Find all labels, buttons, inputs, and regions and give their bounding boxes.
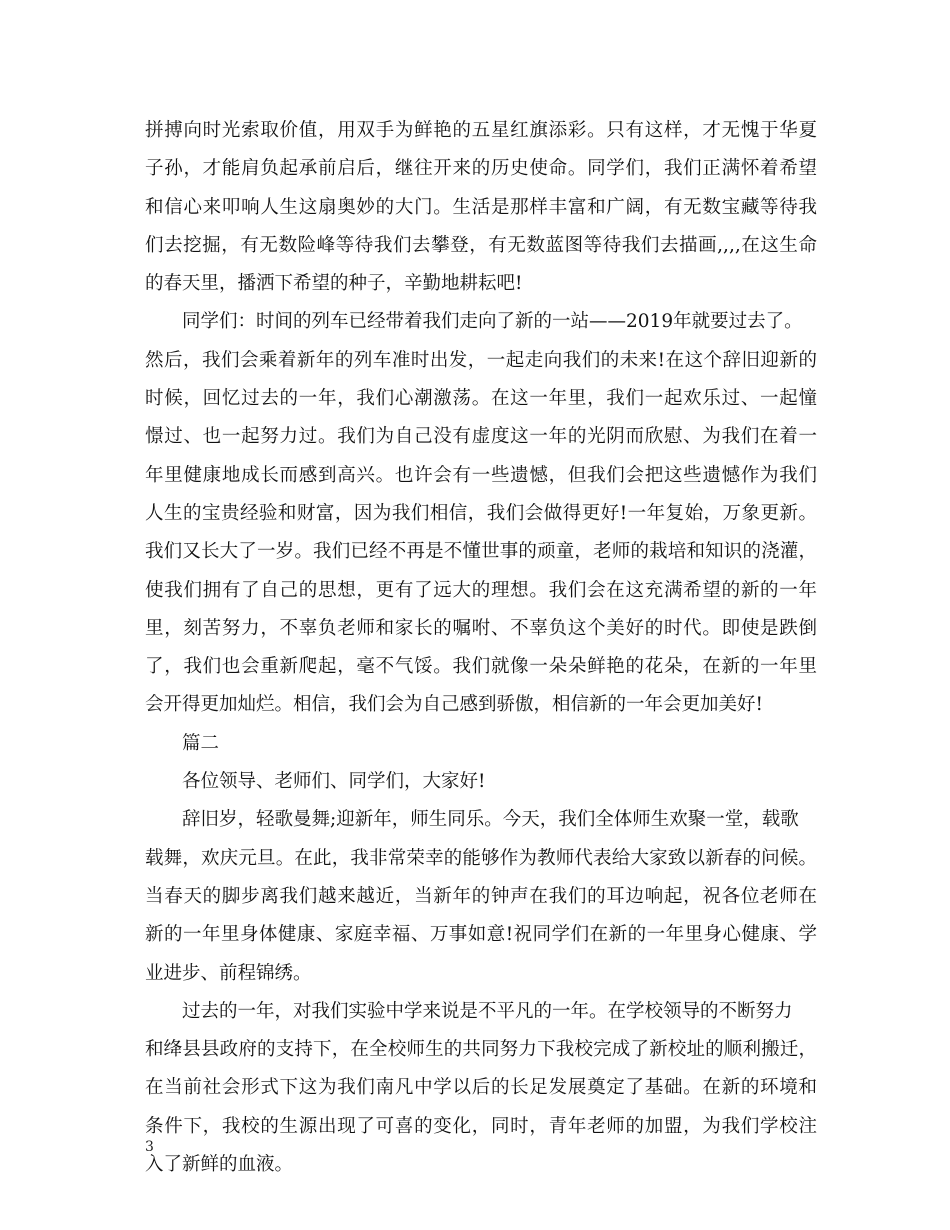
- text-line: 人生的宝贵经验和财富，因为我们相信，我们会做得更好!一年复始，万象更新。: [145, 502, 817, 524]
- text-line: 憬过、也一起努力过。我们为自己没有虚度这一年的光阴而欣慰、为我们在着一: [145, 426, 817, 448]
- text-line: 新的一年里身体健康、家庭幸福、万事如意!祝同学们在新的一年里身心健康、学: [145, 924, 817, 946]
- text-line: 使我们拥有了自己的思想，更有了远大的理想。我们会在这充满希望的新的一年: [145, 579, 817, 601]
- paragraph-start-line: 过去的一年，对我们实验中学来说是不平凡的一年。在学校领导的不断努力: [182, 1000, 793, 1022]
- paragraph-start-line: 同学们：时间的列车已经带着我们走向了新的一站——2019年就要过去了。: [182, 311, 803, 333]
- text-line: 了，我们也会重新爬起，毫不气馁。我们就像一朵朵鲜艳的花朵，在新的一年里: [145, 656, 817, 678]
- text-line: 和信心来叩响人生这扇奥妙的大门。生活是那样丰富和广阔，有无数宝藏等待我: [145, 196, 817, 218]
- text-line: 业进步、前程锦绣。: [145, 962, 312, 984]
- text-line: 子孙，才能肩负起承前启后，继往开来的历史使命。同学们，我们正满怀着希望: [145, 158, 817, 180]
- text-line: 入了新鲜的血液。: [145, 1154, 294, 1176]
- text-line: 会开得更加灿烂。相信，我们会为自己感到骄傲，相信新的一年会更加美好!: [145, 694, 763, 716]
- text-line: 时候，回忆过去的一年，我们心潮激荡。在这一年里，我们一起欢乐过、一起憧: [145, 388, 817, 410]
- section-heading: 篇二: [182, 732, 220, 754]
- text-line: 然后，我们会乘着新年的列车准时出发，一起走向我们的未来!在这个辞旧迎新的: [145, 349, 818, 371]
- text-line: 拼搏向时光索取价值，用双手为鲜艳的五星红旗添彩。只有这样，才无愧于华夏: [145, 120, 817, 141]
- text-line: 在当前社会形式下这为我们南凡中学以后的长足发展奠定了基础。在新的环境和: [145, 1077, 817, 1099]
- text-line: 条件下，我校的生源出现了可喜的变化，同时，青年老师的加盟，为我们学校注: [145, 1115, 817, 1137]
- text-line: 载舞，欢庆元旦。在此，我非常荣幸的能够作为教师代表给大家致以新春的问候。: [145, 847, 817, 869]
- text-line: 的春天里，播洒下希望的种子，辛勤地耕耘吧!: [145, 273, 523, 295]
- page-number: 3: [145, 1139, 154, 1155]
- text-line: 里，刻苦努力，不辜负老师和家长的嘱咐、不辜负这个美好的时代。即使是跌倒: [145, 617, 817, 639]
- body-text: [145, 112, 817, 1184]
- text-line: 我们又长大了一岁。我们已经不再是不懂世事的顽童，老师的栽培和知识的浇灌，: [145, 541, 817, 563]
- text-line: 年里健康地成长而感到高兴。也许会有一些遗憾，但我们会把这些遗憾作为我们: [145, 464, 817, 486]
- paragraph-start-line: 辞旧岁，轻歌曼舞;迎新年，师生同乐。今天，我们全体师生欢聚一堂，载歌: [182, 809, 799, 831]
- greeting-line: 各位领导、老师们、同学们，大家好!: [182, 771, 486, 793]
- text-line: 当春天的脚步离我们越来越近，当新年的钟声在我们的耳边响起，祝各位老师在: [145, 885, 817, 907]
- text-line: 和绛县县政府的支持下，在全校师生的共同努力下我校完成了新校址的顺利搬迁，: [145, 1039, 817, 1061]
- text-line: 们去挖掘，有无数险峰等待我们去攀登，有无数蓝图等待我们去描画,,,,在这生命: [145, 234, 817, 256]
